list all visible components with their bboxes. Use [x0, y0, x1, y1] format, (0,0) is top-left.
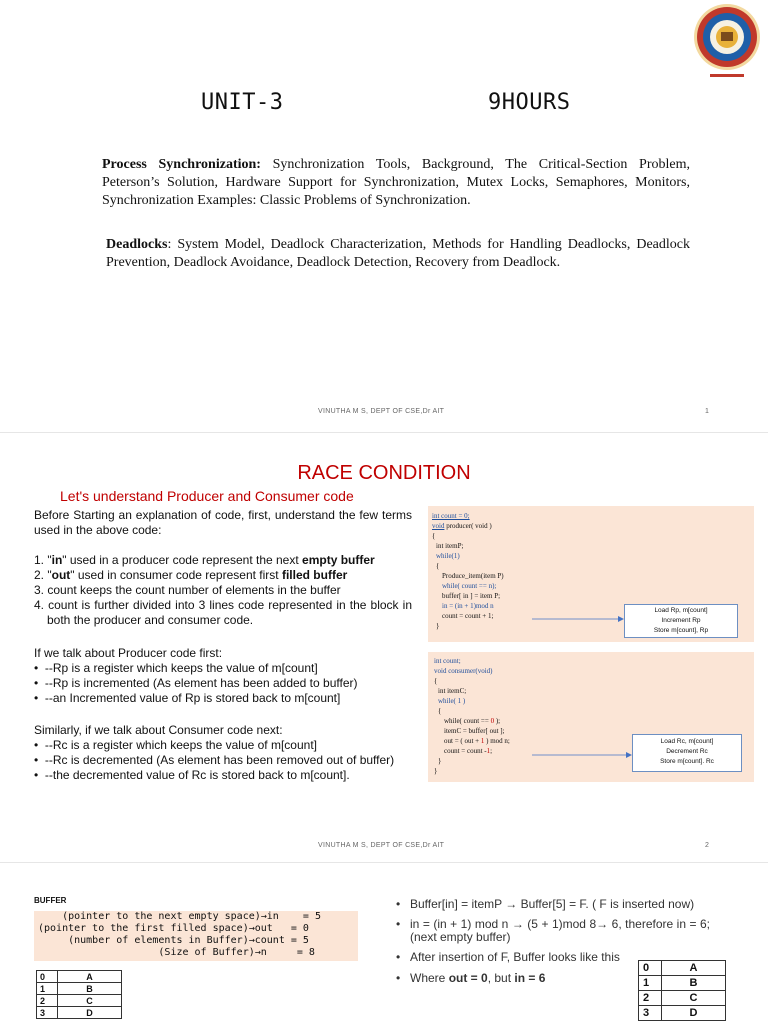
deadlocks-text: : System Model, Deadlock Characterization, Methods for Handling Deadlocks, Deadlock Prevention, Deadlock Avoidance, Deadlock Detection, Recovery from Deadlock.: [106, 237, 690, 270]
list-item: 3. count keeps the count number of elements in the buffer: [34, 583, 341, 597]
deadlocks-label: Deadlocks: [106, 237, 168, 252]
table-row: 0 A: [37, 971, 122, 983]
table-row: 0 A: [639, 961, 726, 976]
list-item: • Buffer[in] = itemP → Buffer[5] = F. ( F is inserted now): [396, 898, 710, 911]
slide-1-footer: VINUTHA M S, DEPT OF CSE,Dr AIT: [318, 408, 445, 415]
producer-explanation: [34, 646, 412, 706]
process-sync-label: Process Synchronization:: [102, 157, 261, 172]
table-row: 3 D: [37, 1007, 122, 1019]
consumer-arrow-icon: [532, 750, 632, 760]
list-item: • --Rp is a register which keeps the value of m[count]: [34, 661, 318, 675]
list-item: 1. "in" used in a producer code represent the next empty buffer: [34, 553, 375, 567]
table-row: 2 C: [639, 991, 726, 1006]
list-item: • --Rc is decremented (As element has been removed out of buffer): [34, 753, 395, 767]
producer-heading: If we talk about Producer code first:: [34, 646, 223, 660]
process-sync-paragraph: [102, 156, 690, 210]
consumer-code-block: int count; void consumer(void) { int itemC; while( 1 ) { while( count == 0 ); itemC = buffer[ out ]; out = ( out + 1 ) mod n; count = count -1; } }: [428, 652, 754, 782]
list-item: • Where out = 0, but in = 6: [396, 972, 710, 985]
unit-title: UNIT-3: [201, 90, 284, 115]
list-item: 2. "out" used in consumer code represent first filled buffer: [34, 568, 348, 582]
race-condition-subtitle: Let's understand Producer and Consumer code: [60, 488, 354, 504]
list-item: • in = (in + 1) mod n → (5 + 1)mod 8→ 6, therefore in = 6; (next empty buffer): [396, 918, 710, 944]
list-item: • --Rc is a register which keeps the value of m[count]: [34, 738, 317, 752]
race-condition-title: RACE CONDITION: [297, 462, 471, 484]
slide-divider: [0, 432, 768, 433]
list-item: • --the decremented value of Rc is stored back to m[count].: [34, 768, 350, 782]
deadlocks-paragraph: [106, 236, 690, 272]
buffer-label: BUFFER: [34, 896, 67, 905]
list-item: • --an Incremented value of Rp is stored back to m[count]: [34, 691, 341, 705]
buffer-table-right: [638, 960, 726, 1021]
consumer-explanation: [34, 723, 412, 783]
slide-divider: [0, 862, 768, 863]
institute-logo-icon: [690, 2, 764, 80]
terms-list: [34, 553, 412, 628]
intro-paragraph: Before Starting an explanation of code, first, understand the few terms used in the above code:: [34, 508, 412, 537]
consumer-heading: Similarly, if we talk about Consumer code next:: [34, 723, 283, 737]
consumer-asm-box: Load Rc, m[count] Decrement Rc Store m[count]. Rc: [632, 734, 742, 772]
list-item: 4. count is further divided into 3 lines code represented in the block in both the producer and consumer code.: [34, 598, 412, 627]
slide-1: [0, 0, 768, 430]
process-sync-text: Synchronization Tools, Background, The Critical-Section Problem, Peterson’s Solution, Hardware Support for Synchronization, Mutex Locks, Semaphores, Monitors, Synchronization Examples: Classic Problems of Synchronization.: [102, 157, 690, 208]
slide-1-page-number: 1: [705, 408, 710, 415]
hours-label: 9HOURS: [488, 90, 571, 115]
buffer-table-left: [36, 970, 122, 1019]
buffer-variables-block: (pointer to the next empty space)→in = 5 (pointer to the first filled space)→out = 0 (number of elements in Buffer)→count = 5 (Size of Buffer)→n = 8: [34, 911, 358, 961]
producer-arrow-icon: [532, 614, 624, 624]
table-row: 1 B: [639, 976, 726, 991]
producer-code-block: int count = 0; void producer( void ) { int itemP; while(1) { Produce_item(item P) while( count == n); buffer[ in ] = item P; in = (in + 1)mod n count = count + 1; }: [428, 506, 754, 642]
table-row: 2 C: [37, 995, 122, 1007]
list-item: • --Rp is incremented (As element has been added to buffer): [34, 676, 358, 690]
table-row: 3 D: [639, 1006, 726, 1021]
slide-2-footer: VINUTHA M S, DEPT OF CSE,Dr AIT: [318, 842, 445, 849]
table-row: 1 B: [37, 983, 122, 995]
list-item: • After insertion of F, Buffer looks like this: [396, 951, 710, 964]
slide-2-page-number: 2: [705, 842, 710, 849]
producer-asm-box: Load Rp, m[count] Increment Rp Store m[count], Rp: [624, 604, 738, 638]
